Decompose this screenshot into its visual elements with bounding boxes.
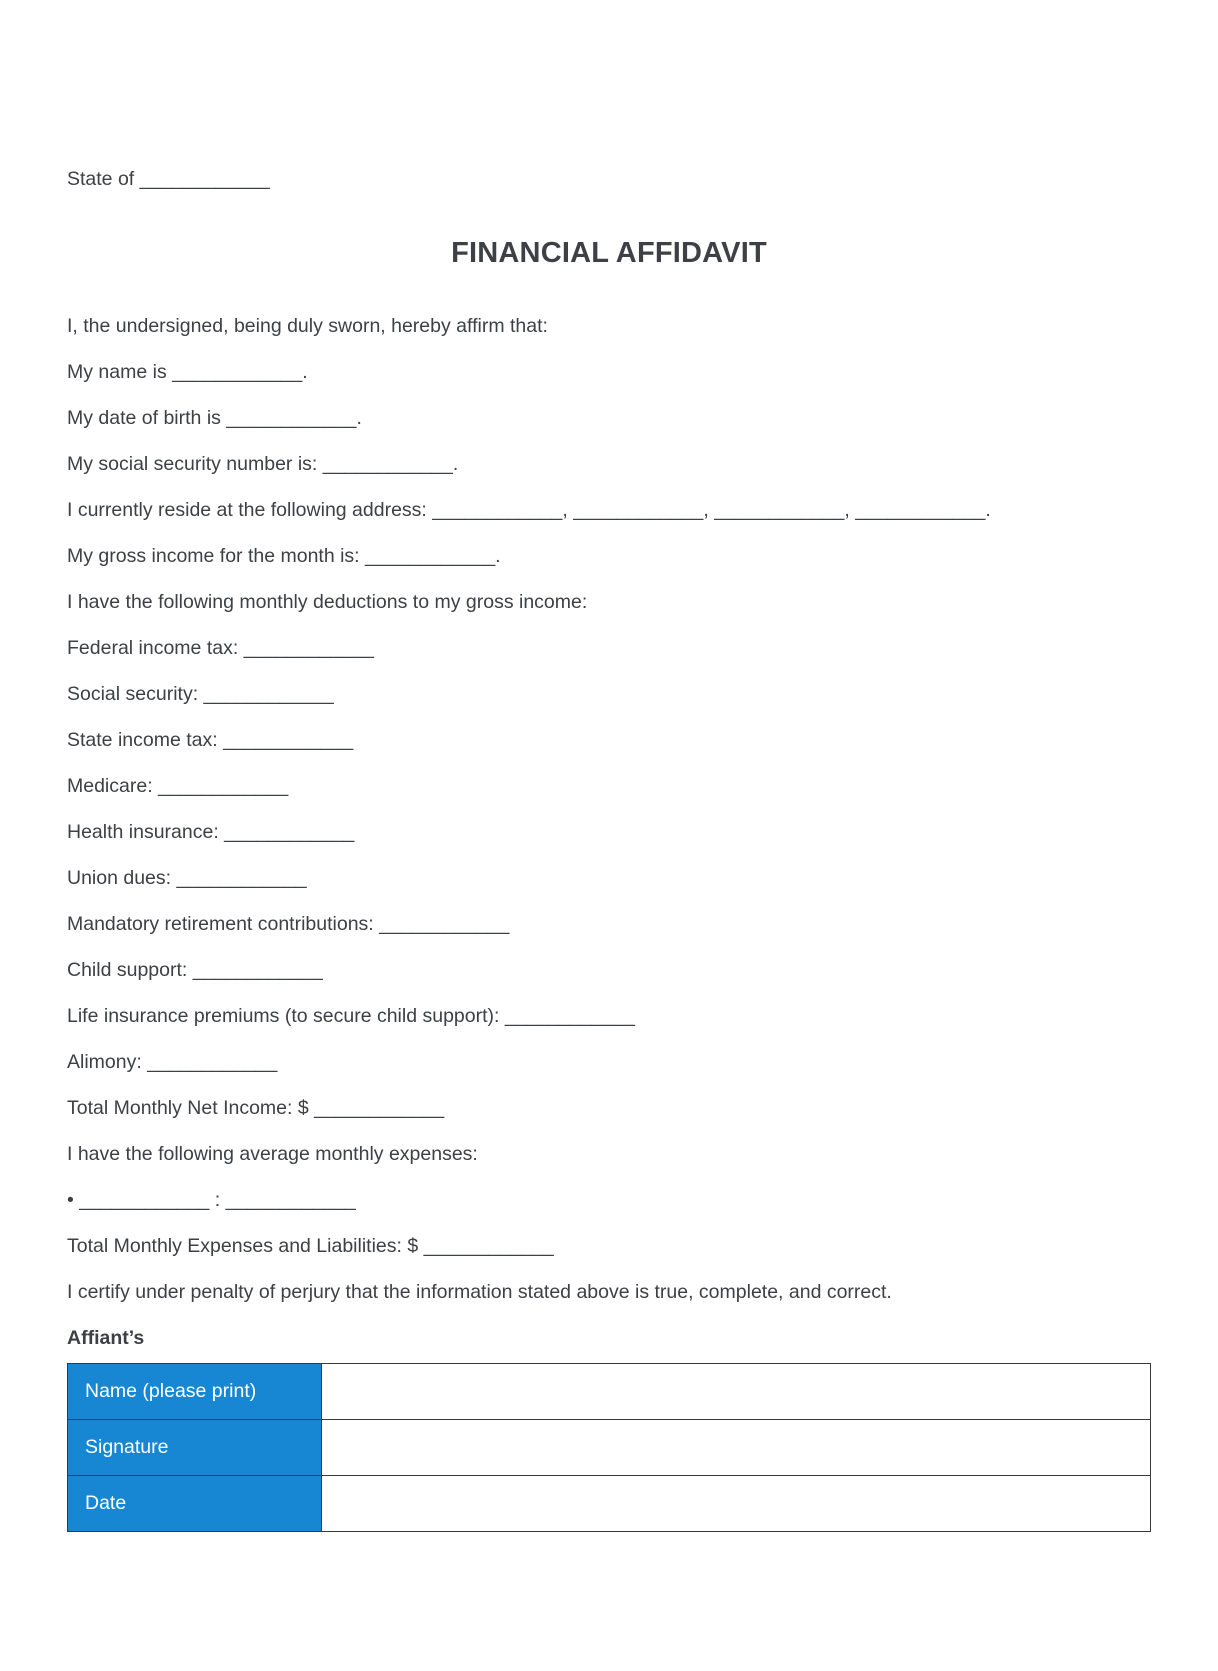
expense-bullet-line: • ____________ : ____________	[67, 1189, 356, 1211]
date-label-cell: Date	[68, 1476, 322, 1532]
medicare-line: Medicare: ____________	[67, 775, 289, 797]
deductions-intro-line: I have the following monthly deductions to my gross income:	[67, 591, 588, 613]
name-label-cell: Name (please print)	[68, 1364, 322, 1420]
name-value-cell[interactable]	[322, 1364, 1151, 1420]
table-row-date	[68, 1476, 1151, 1532]
date-of-birth-line: My date of birth is ____________.	[67, 407, 362, 429]
federal-income-tax-line: Federal income tax: ____________	[67, 637, 374, 659]
alimony-line: Alimony: ____________	[67, 1051, 278, 1073]
total-net-income-line: Total Monthly Net Income: $ ____________	[67, 1097, 445, 1119]
total-expenses-line: Total Monthly Expenses and Liabilities: $ ____________	[67, 1235, 554, 1257]
address-line: I currently reside at the following address: ____________, ____________, ____________, ____________.	[67, 499, 991, 521]
life-insurance-premiums-line: Life insurance premiums (to secure child support): ____________	[67, 1005, 635, 1027]
retirement-contributions-line: Mandatory retirement contributions: ____________	[67, 913, 510, 935]
date-value-cell[interactable]	[322, 1476, 1151, 1532]
signature-value-cell[interactable]	[322, 1420, 1151, 1476]
health-insurance-line: Health insurance: ____________	[67, 821, 355, 843]
gross-income-line: My gross income for the month is: ____________.	[67, 545, 501, 567]
union-dues-line: Union dues: ____________	[67, 867, 307, 889]
affiant-table	[67, 1363, 1151, 1532]
expenses-intro-line: I have the following average monthly expenses:	[67, 1143, 478, 1165]
state-income-tax-line: State income tax: ____________	[67, 729, 354, 751]
table-row-name	[68, 1364, 1151, 1420]
social-security-line: Social security: ____________	[67, 683, 334, 705]
affiant-heading: Affiant’s	[67, 1327, 145, 1349]
state-of-line: State of ____________	[67, 168, 270, 190]
name-line: My name is ____________.	[67, 361, 308, 383]
intro-line: I, the undersigned, being duly sworn, hereby affirm that:	[67, 315, 548, 337]
ssn-line: My social security number is: ____________.	[67, 453, 459, 475]
certification-line: I certify under penalty of perjury that the information stated above is true, complete, and correct.	[67, 1281, 892, 1303]
table-row-signature	[68, 1420, 1151, 1476]
signature-label-cell: Signature	[68, 1420, 322, 1476]
child-support-line: Child support: ____________	[67, 959, 323, 981]
document-title: FINANCIAL AFFIDAVIT	[451, 237, 767, 269]
